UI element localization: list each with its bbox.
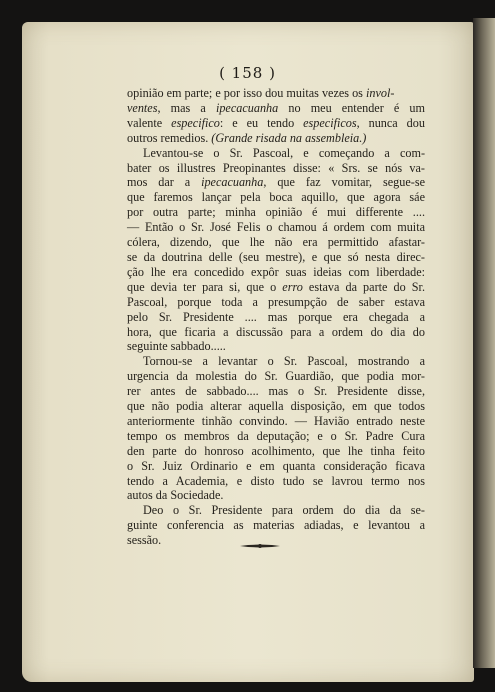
text-line: hora, que ficaria a discussão para a ordem do dia do	[127, 324, 425, 339]
text-line: o Sr. Juiz Ordinario e em quanta consideração ficava	[127, 458, 425, 473]
text-line: urgencia da molestia do Sr. Guardião, que podia mor-	[127, 369, 425, 384]
text-line: Tornou-se a levantar o Sr. Pascoal, mostrando a	[143, 354, 425, 369]
text-line: guinte conferencia as materias adiadas, e levantou a	[127, 518, 425, 533]
text-line: Pascoal, porque toda a presumpção de saber estava	[127, 294, 425, 309]
text-line: tendo a Academia, e disto tudo se lavrou termo nos	[127, 473, 425, 488]
text-line: outros remedios. (Grande risada na assembleia.)	[127, 130, 367, 145]
text-line: ventes, mas a ipecacuanha no meu entender é um	[127, 100, 426, 115]
page-number: ( 158 )	[219, 64, 276, 82]
text-line: por outra parte; minha opinião é mui differente ....	[127, 205, 425, 220]
text-line: valente especifico: e eu tendo especificos, nunca dou	[127, 115, 425, 130]
text-line: se da doutrina delle (seu mestre), e que só nesta direc-	[127, 249, 425, 264]
text-line: Levantou-se o Sr. Pascoal, e começando a com-	[143, 145, 425, 160]
text-line: sessão.	[127, 533, 162, 548]
text-line: pelo Sr. Presidente .... mas porque era chegada a	[127, 309, 425, 324]
text-line: cólera, dizendo, que lhe não era permittido afastar-	[127, 235, 425, 250]
text-line: que faremos lançar pela boca aquillo, que agora sáe	[127, 190, 425, 205]
text-line: bater os illustres Preopinantes disse: « Srs. se nós va-	[127, 160, 425, 175]
body-text	[127, 86, 425, 548]
text-line: mos dar a ipecacuanha, que faz vomitar, segue-se	[127, 175, 425, 190]
text-line: que não podia alterar aquella disposição, em que todos	[127, 399, 425, 414]
text-line: anteriormente tinhão convindo. — Havião entrado neste	[127, 413, 425, 428]
text-line: que devia ter para si, que o erro estava da parte do Sr.	[127, 279, 425, 294]
text-line: ção lhe era concedido expôr suas ideias com liberdade:	[127, 264, 425, 279]
text-line: opinião em parte; e por isso dou muitas vezes os invol-	[127, 86, 395, 100]
text-line: rer antes de sabbado.... mas o Sr. Presidente disse,	[127, 384, 425, 399]
closing-ornament	[240, 543, 280, 549]
text-line: autos da Sociedade.	[127, 488, 224, 503]
text-line: den parte do honroso acolhimento, que lhe tinha feito	[127, 443, 425, 458]
adjacent-page-edge	[473, 18, 495, 668]
text-line: Deo o Sr. Presidente para ordem do dia da se-	[143, 503, 425, 518]
text-line: — Então o Sr. José Felis o chamou á ordem com muita	[127, 220, 425, 235]
text-line: tempo os membros da deputação; e o Sr. Padre Cura	[127, 428, 425, 443]
text-line: seguinte sabbado.....	[127, 339, 226, 354]
